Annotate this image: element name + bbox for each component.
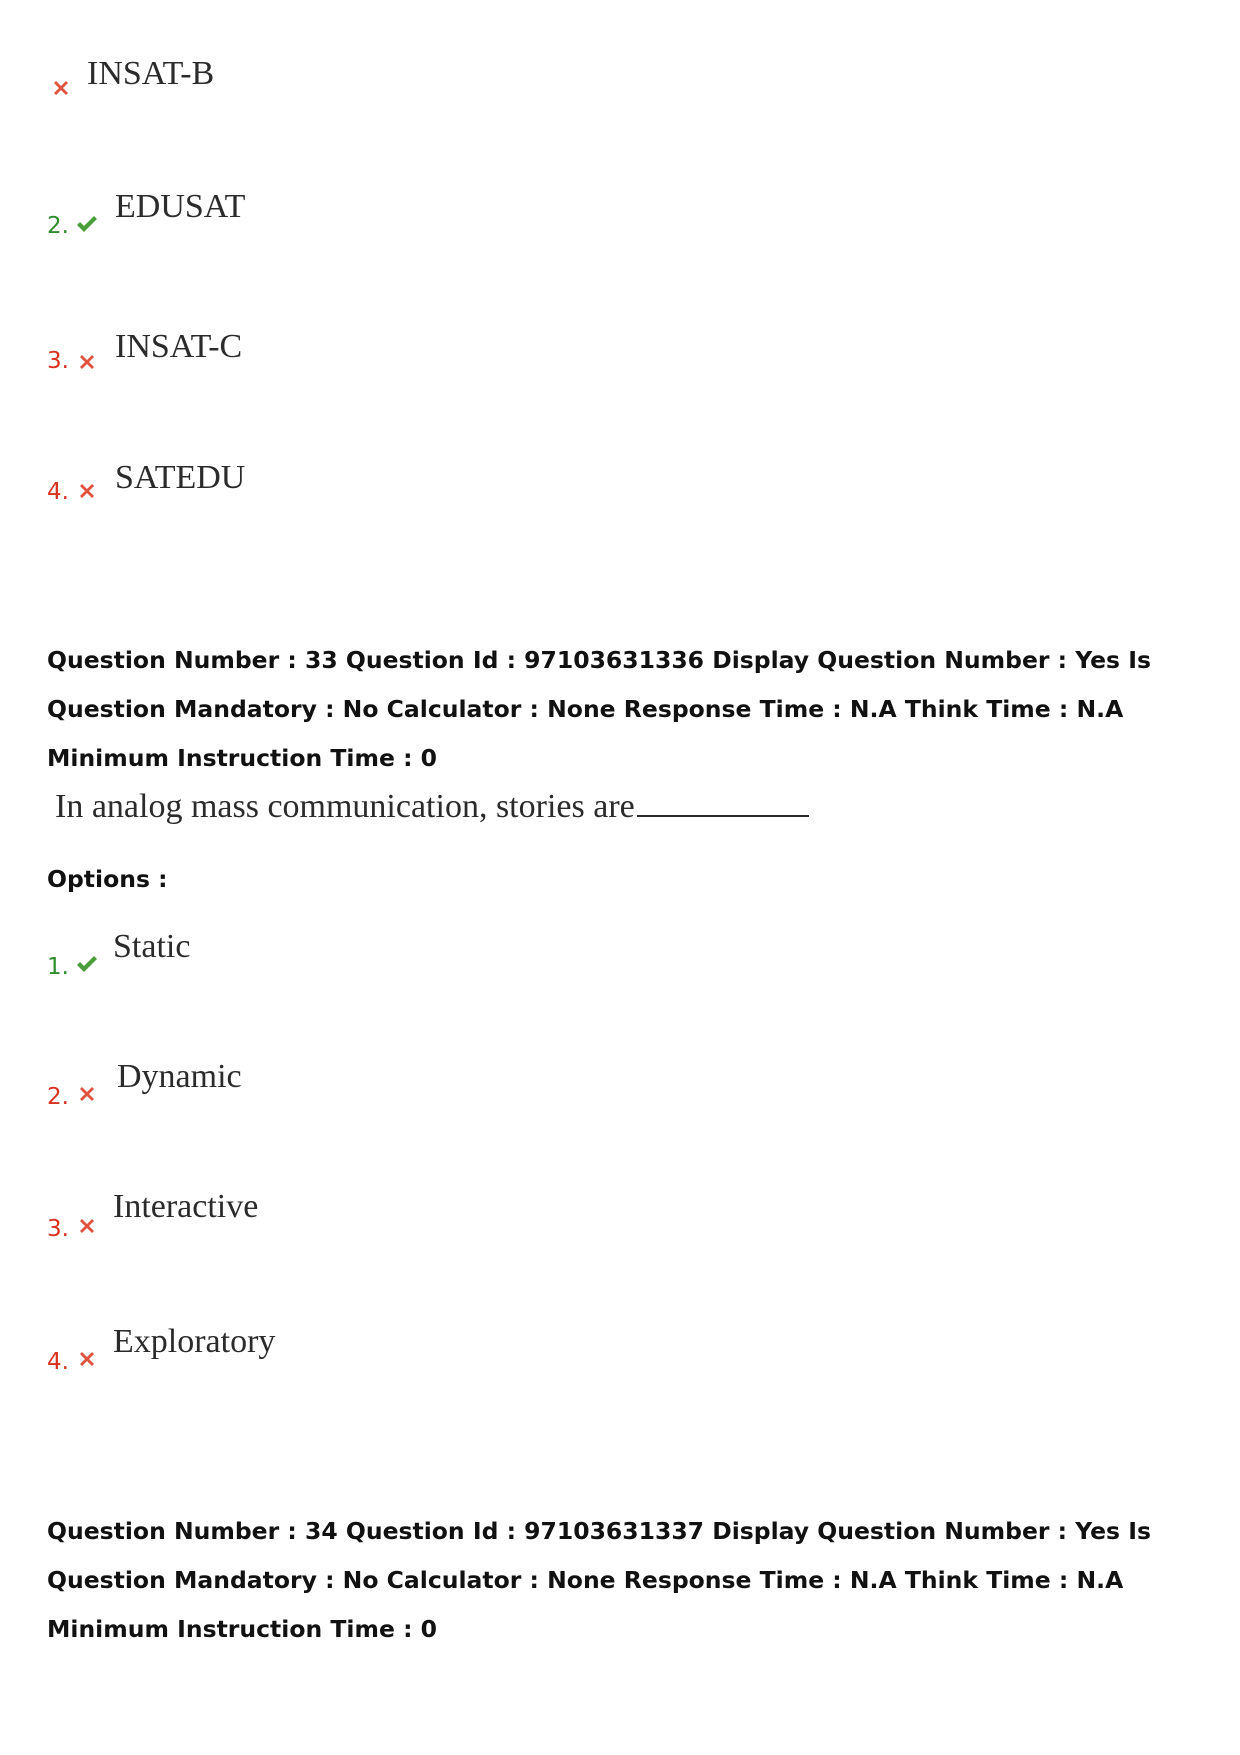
question-text-content: In analog mass communication, stories are bbox=[55, 788, 635, 825]
question-text bbox=[55, 785, 809, 829]
option-text: EDUSAT bbox=[115, 188, 246, 225]
cross-icon bbox=[75, 350, 99, 374]
question-metadata: Question Number : 34 Question Id : 97103631337 Display Question Number : Yes Is Question Mandatory : No Calculator : None Response Time : N.A Think Time : N.A Minimum Instruction Time : 0 bbox=[47, 1517, 1151, 1643]
option-text: SATEDU bbox=[115, 459, 246, 496]
option-text: Static bbox=[113, 928, 191, 965]
option-number: 4. bbox=[47, 479, 69, 505]
question-metadata: Question Number : 33 Question Id : 97103631336 Display Question Number : Yes Is Question Mandatory : No Calculator : None Response Time : N.A Think Time : N.A Minimum Instruction Time : 0 bbox=[47, 646, 1151, 772]
check-icon bbox=[75, 212, 99, 236]
option-number: 4. bbox=[47, 1349, 69, 1375]
cross-icon bbox=[75, 1214, 99, 1238]
option-number: 2. bbox=[47, 213, 69, 239]
option-number: 3. bbox=[47, 348, 69, 374]
cross-icon bbox=[49, 76, 73, 100]
check-icon bbox=[75, 952, 99, 976]
option-number: 1. bbox=[47, 954, 69, 980]
option-text: Exploratory bbox=[113, 1323, 276, 1360]
cross-icon bbox=[75, 479, 99, 503]
option-text: Dynamic bbox=[117, 1058, 242, 1095]
option-number: 2. bbox=[47, 1084, 69, 1110]
answer-blank bbox=[637, 785, 809, 817]
cross-icon bbox=[75, 1347, 99, 1371]
option-text: INSAT-C bbox=[115, 328, 243, 365]
options-label: Options : bbox=[47, 865, 168, 893]
cross-icon bbox=[75, 1082, 99, 1106]
option-text: Interactive bbox=[113, 1188, 259, 1225]
option-number: 3. bbox=[47, 1216, 69, 1242]
option-text: INSAT-B bbox=[87, 55, 215, 92]
